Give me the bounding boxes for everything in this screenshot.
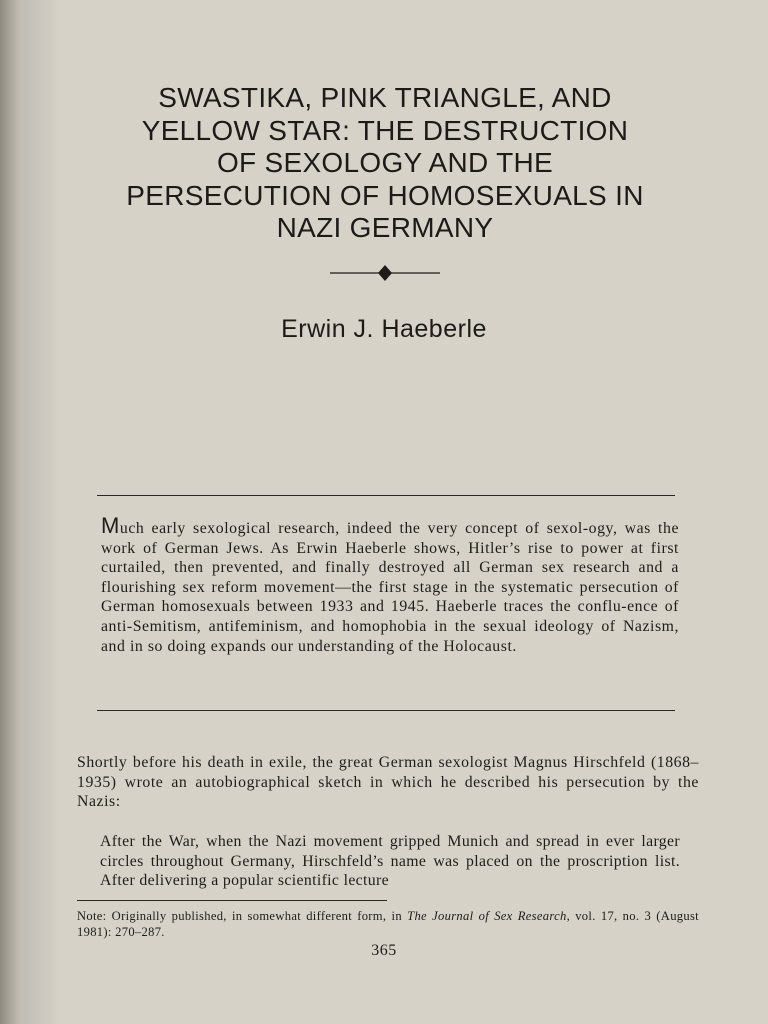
title-line: PERSECUTION OF HOMOSEXUALS IN <box>126 179 644 211</box>
page-gutter-shadow <box>22 0 62 1024</box>
footnote-suffix: , vol. 17, no. 3 (August 1981): 270–287. <box>77 909 699 939</box>
footnote <box>77 908 699 940</box>
abstract-bottom-rule <box>97 710 675 711</box>
abstract-text: uch early sexological research, indeed the very concept of sexol-ogy, was the work of German Jews. As Erwin Haeberle shows, Hitler’s rise to power at first curtailed, then prevented, and finally destroyed all German sex research and a flourishing sex reform movement—the first stage in the systematic persecution of German homosexuals between 1933 and 1945. Haeberle traces the conflu-ence of anti-Semitism, antifeminism, and homophobia in the sexual ideology of Nazism, and in so doing expands our understanding of the Holocaust. <box>101 520 679 655</box>
book-spine-shadow <box>0 0 22 1024</box>
journal-title: The Journal of Sex Research <box>407 909 567 923</box>
article-title <box>70 82 700 245</box>
title-line: NAZI GERMANY <box>276 212 494 243</box>
footnote-rule <box>77 900 387 901</box>
abstract-dropcap: M <box>101 513 120 538</box>
title-line: OF SEXOLOGY AND THE <box>216 147 554 178</box>
body-paragraph: Shortly before his death in exile, the great German sexologist Magnus Hirschfeld (1868–1935) wrote an autobiographical sketch in which he described his persecution by the Nazis: <box>77 754 699 811</box>
abstract-top-rule <box>97 495 675 496</box>
title-line: SWASTIKA, PINK TRIANGLE, AND <box>158 82 612 113</box>
title-line: YELLOW STAR: THE DESTRUCTION <box>141 114 629 146</box>
page-number: 365 <box>371 942 397 959</box>
author-name: Erwin J. Haeberle <box>281 315 487 343</box>
footnote-prefix: Note: Originally published, in somewhat different form, in <box>77 909 408 923</box>
block-quote: After the War, when the Nazi movement gripped Munich and spread in ever larger circles throughout Germany, Hirschfeld’s name was placed on the proscription list. After delivering a popular scientific lecture <box>100 833 680 890</box>
diamond-ornament-icon <box>330 262 440 284</box>
abstract <box>101 513 679 656</box>
